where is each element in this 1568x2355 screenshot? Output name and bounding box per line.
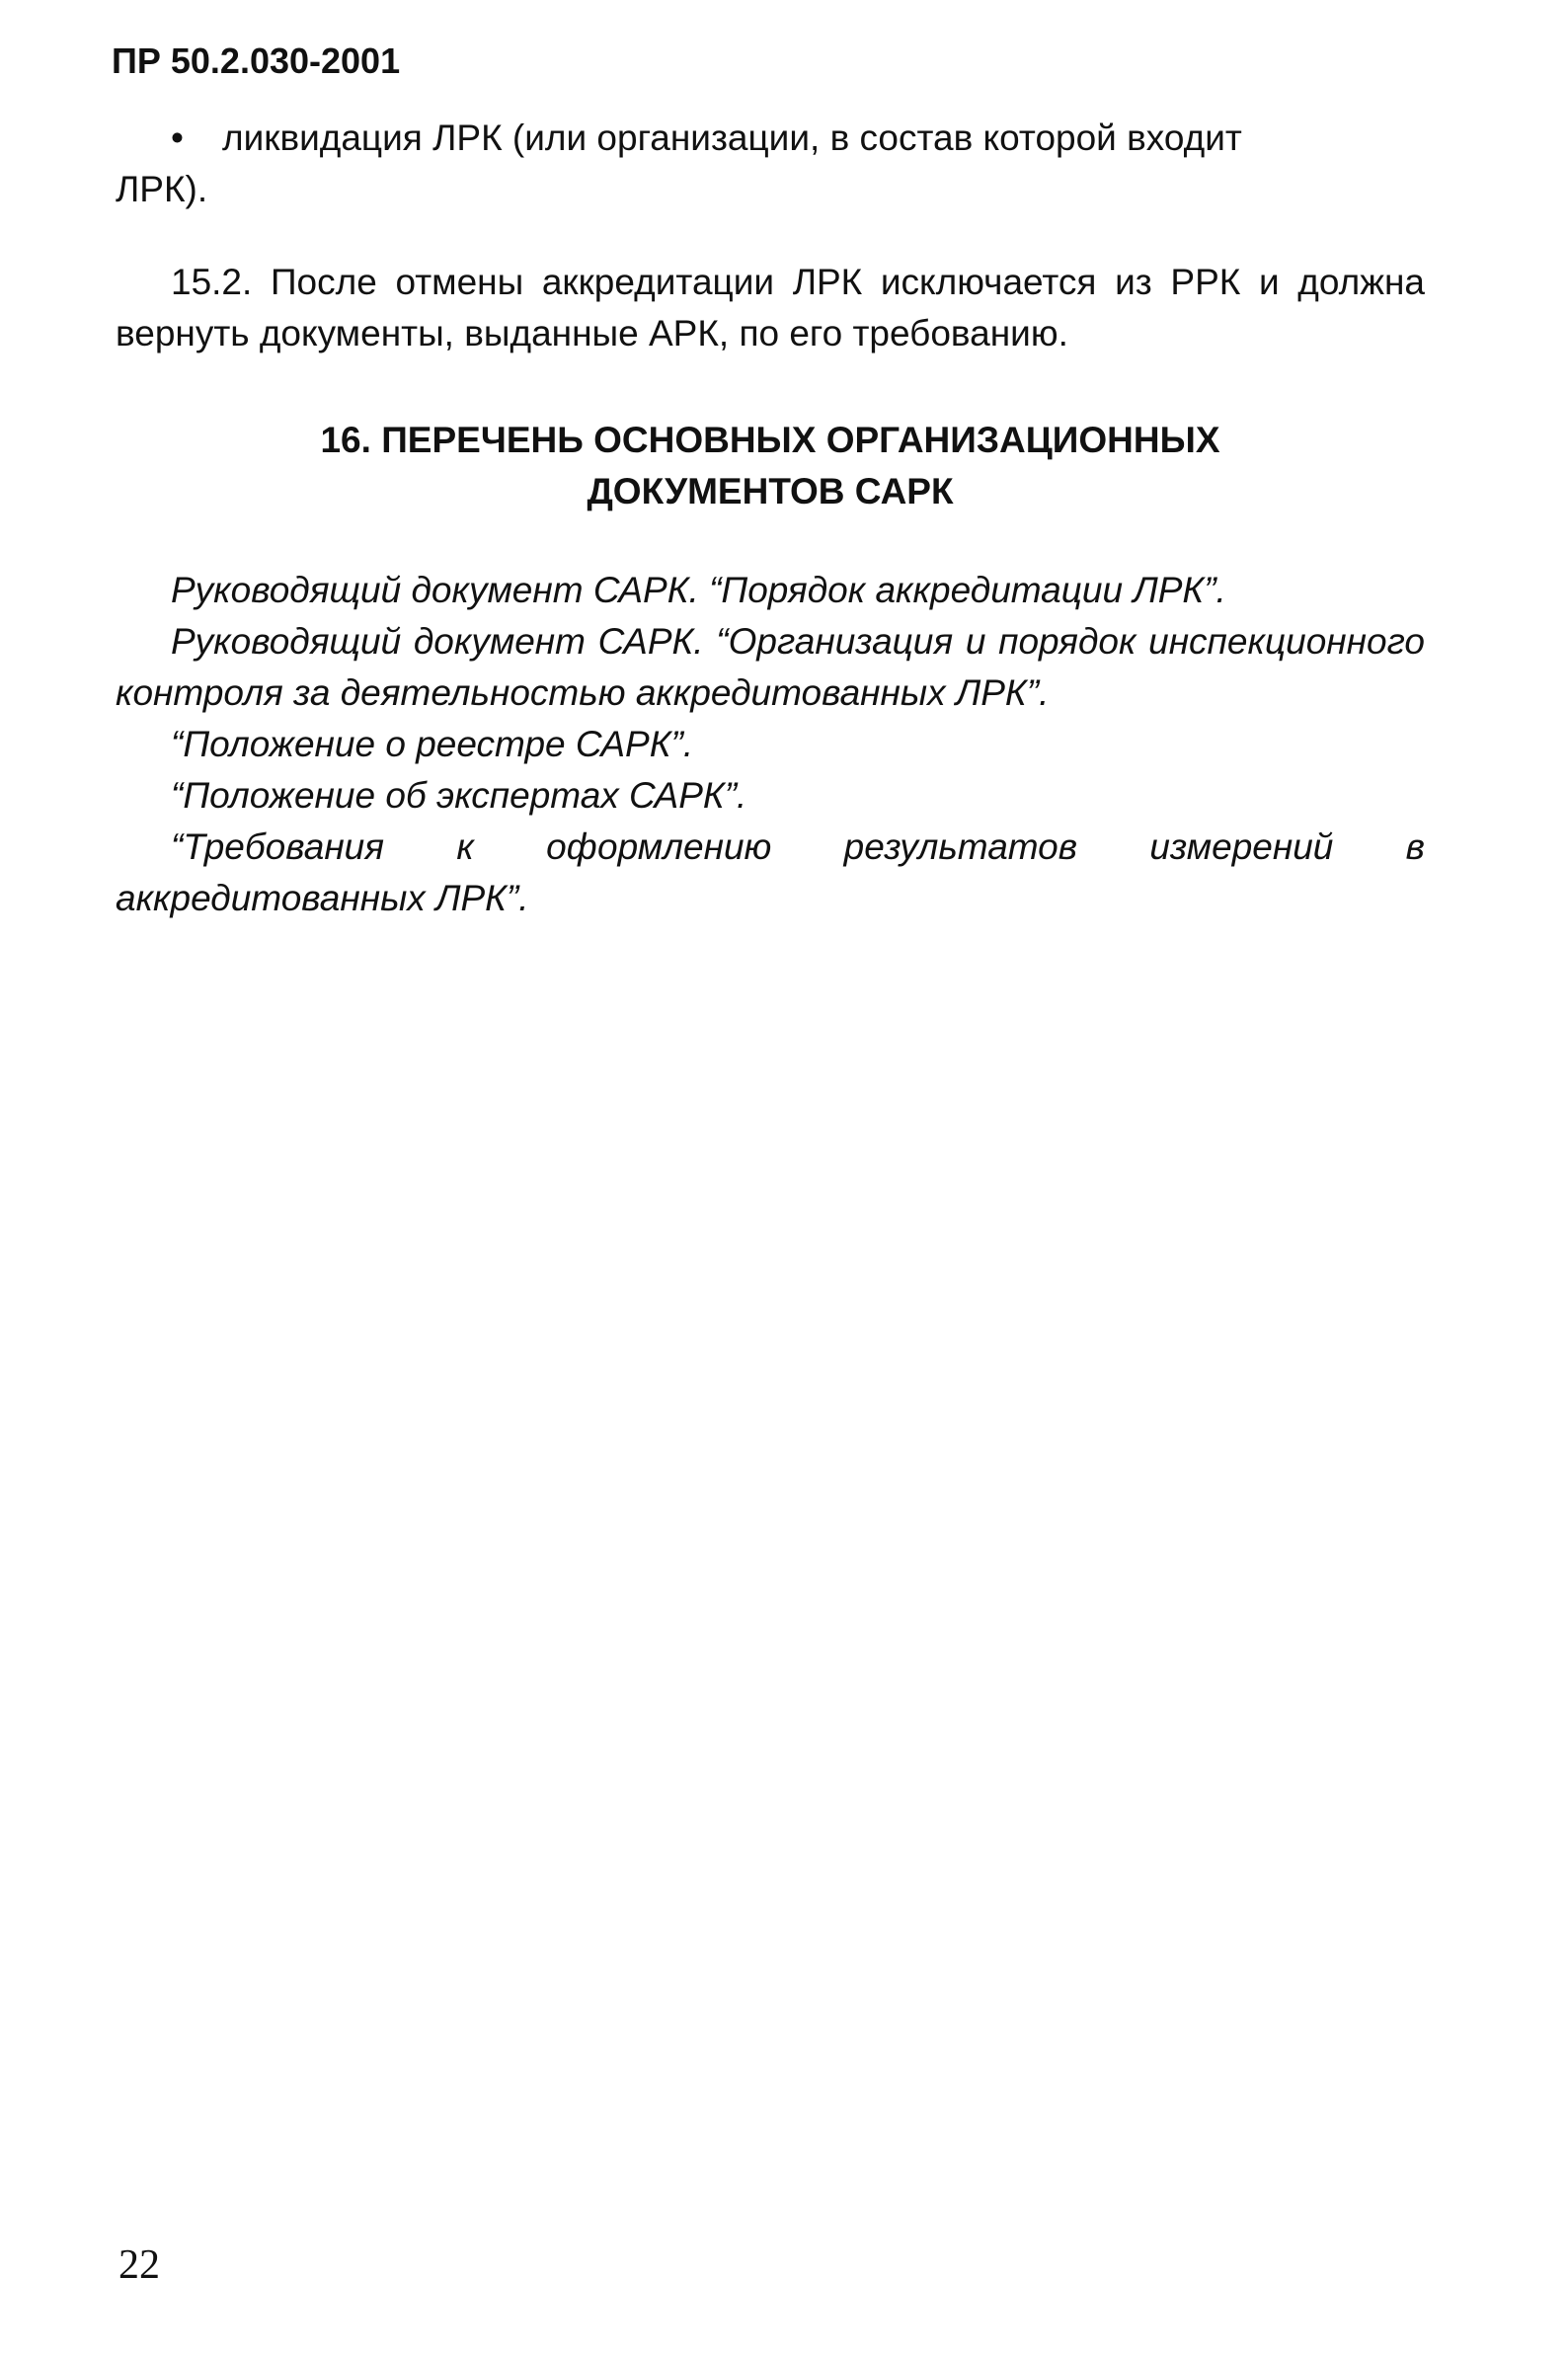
document-list-item: Руководящий документ САРК. “Организация и порядок инспекционного контроля за деятельностью аккредитованных ЛРК”.: [116, 621, 1425, 713]
section-16-title: [116, 415, 1425, 517]
bullet-text-line1: ликвидация ЛРК (или организации, в состав которой входит: [222, 118, 1242, 158]
documents-list: [116, 565, 1425, 924]
document-list-item: “Требования к оформлению результатов измерений в аккредитованных ЛРК”.: [116, 826, 1425, 918]
section-16-title-line1: 16. ПЕРЕЧЕНЬ ОСНОВНЫХ ОРГАНИЗАЦИОННЫХ: [320, 420, 1220, 460]
document-list-item: Руководящий документ САРК. “Порядок аккредитации ЛРК”.: [171, 570, 1226, 610]
bullet-glyph: •: [171, 118, 184, 158]
section-16-title-line2: ДОКУМЕНТОВ САРК: [587, 471, 954, 511]
bullet-list-item: [116, 113, 1425, 215]
document-code-header: ПР 50.2.030-2001: [112, 40, 401, 81]
paragraph-15-2: 15.2. После отмены аккредитации ЛРК исключается из РРК и должна вернуть документы, выданные АРК, по его требованию.: [116, 262, 1425, 353]
bullet-text-line2: ЛРК).: [116, 169, 208, 209]
page-number: 22: [118, 2242, 160, 2288]
document-list-item: “Положение об экспертах САРК”.: [171, 775, 747, 816]
document-list-item: “Положение о реестре САРК”.: [171, 724, 694, 764]
